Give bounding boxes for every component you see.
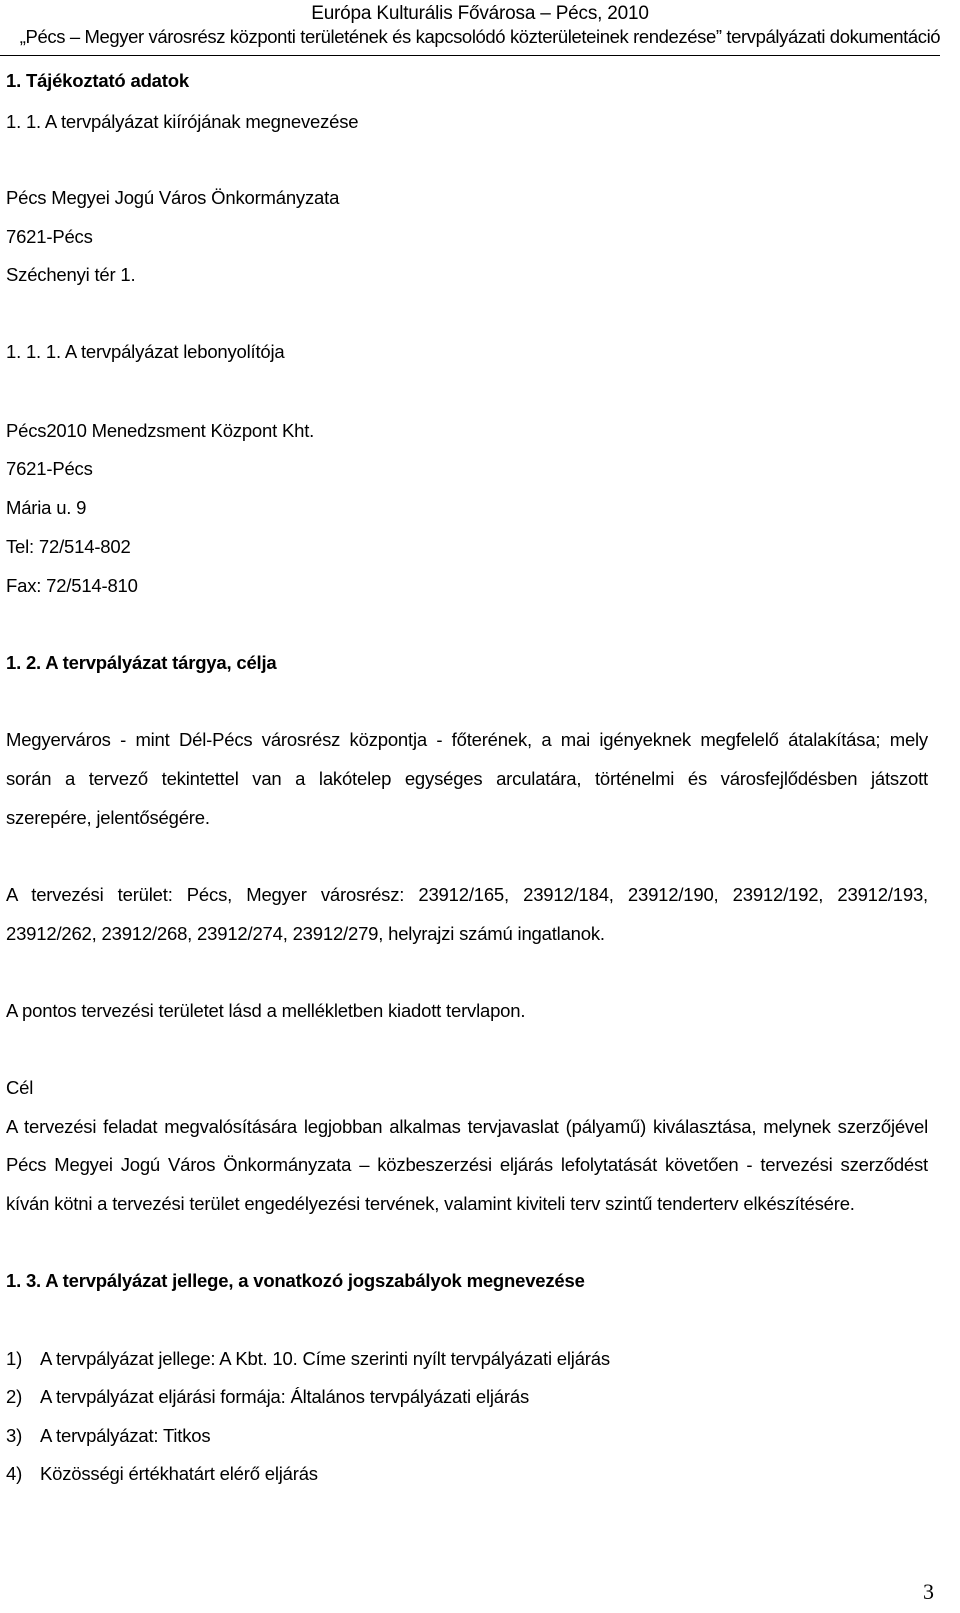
issuer-city: 7621-Pécs bbox=[6, 226, 93, 247]
organizer-name: Pécs2010 Menedzsment Központ Kht. bbox=[6, 420, 315, 441]
organizer-address: Mária u. 9 bbox=[6, 497, 87, 518]
paragraph-line: Megyerváros - mint Dél-Pécs városrész központja - főterének, a mai igényeknek megfelelő átalakítása; mely bbox=[6, 729, 928, 750]
list-item-text: A tervpályázat eljárási formája: Általános tervpályázati eljárás bbox=[40, 1386, 529, 1407]
list-item bbox=[6, 1463, 318, 1485]
paragraph-line: 23912/262, 23912/268, 23912/274, 23912/279, helyrajzi számú ingatlanok. bbox=[6, 923, 605, 944]
goal-heading: Cél bbox=[6, 1077, 34, 1098]
header-title: Európa Kulturális Fővárosa – Pécs, 2010 bbox=[311, 3, 649, 24]
list-item-number: 4) bbox=[6, 1463, 23, 1484]
issuer-name: Pécs Megyei Jogú Város Önkormányzata bbox=[6, 187, 340, 208]
paragraph-line: kíván kötni a tervezési terület engedélyezési tervének, valamint kiviteli terv szintű tenderterv elkészítésére. bbox=[6, 1193, 855, 1214]
organizer-fax: Fax: 72/514-810 bbox=[6, 575, 138, 596]
list-item bbox=[6, 1386, 529, 1408]
list-item-text: A tervpályázat: Titkos bbox=[40, 1425, 211, 1446]
list-item bbox=[6, 1425, 210, 1447]
list-item bbox=[6, 1348, 610, 1370]
list-item-text: Közösségi értékhatárt elérő eljárás bbox=[40, 1463, 318, 1484]
page-number: 3 bbox=[923, 1579, 934, 1604]
list-item-number: 2) bbox=[6, 1386, 23, 1407]
paragraph-line: szerepére, jelentőségére. bbox=[6, 807, 210, 828]
list-item-number: 1) bbox=[6, 1348, 23, 1369]
subsection-title: 1. 1. 1. A tervpályázat lebonyolítója bbox=[6, 341, 285, 362]
issuer-address: Széchenyi tér 1. bbox=[6, 264, 136, 285]
paragraph-line: A pontos tervezési területet lásd a mellékletben kiadott tervlapon. bbox=[6, 1000, 526, 1021]
header-subtitle: „Pécs – Megyer városrész központi területének és kapcsolódó közterületeinek rendezése” tervpályázati dokumentáció bbox=[19, 26, 941, 47]
paragraph-line: A tervezési feladat megvalósítására legjobban alkalmas tervjavaslat (pályamű) kiválasztása, melynek szerzőjével bbox=[6, 1116, 928, 1137]
subsection-title: 1. 3. A tervpályázat jellege, a vonatkozó jogszabályok megnevezése bbox=[6, 1270, 585, 1291]
paragraph-line: Pécs Megyei Jogú Város Önkormányzata – közbeszerzési eljárás lefolytatását követően - tervezési szerződést bbox=[6, 1154, 928, 1175]
section-title: 1. Tájékoztató adatok bbox=[6, 70, 189, 91]
list-item-text: A tervpályázat jellege: A Kbt. 10. Címe szerinti nyílt tervpályázati eljárás bbox=[40, 1348, 610, 1369]
subsection-title: 1. 1. A tervpályázat kiírójának megnevezése bbox=[6, 111, 359, 132]
organizer-phone: Tel: 72/514-802 bbox=[6, 536, 131, 557]
list-item-number: 3) bbox=[6, 1425, 23, 1446]
header-rule bbox=[0, 55, 940, 56]
subsection-title: 1. 2. A tervpályázat tárgya, célja bbox=[6, 652, 277, 673]
organizer-city: 7621-Pécs bbox=[6, 458, 93, 479]
paragraph-line: A tervezési terület: Pécs, Megyer városrész: 23912/165, 23912/184, 23912/190, 23912/192, 23912/193, bbox=[6, 884, 928, 905]
paragraph-line: során a tervező tekintettel van a lakótelep egységes arculatára, történelmi és városfejlődésben játszott bbox=[6, 768, 928, 789]
